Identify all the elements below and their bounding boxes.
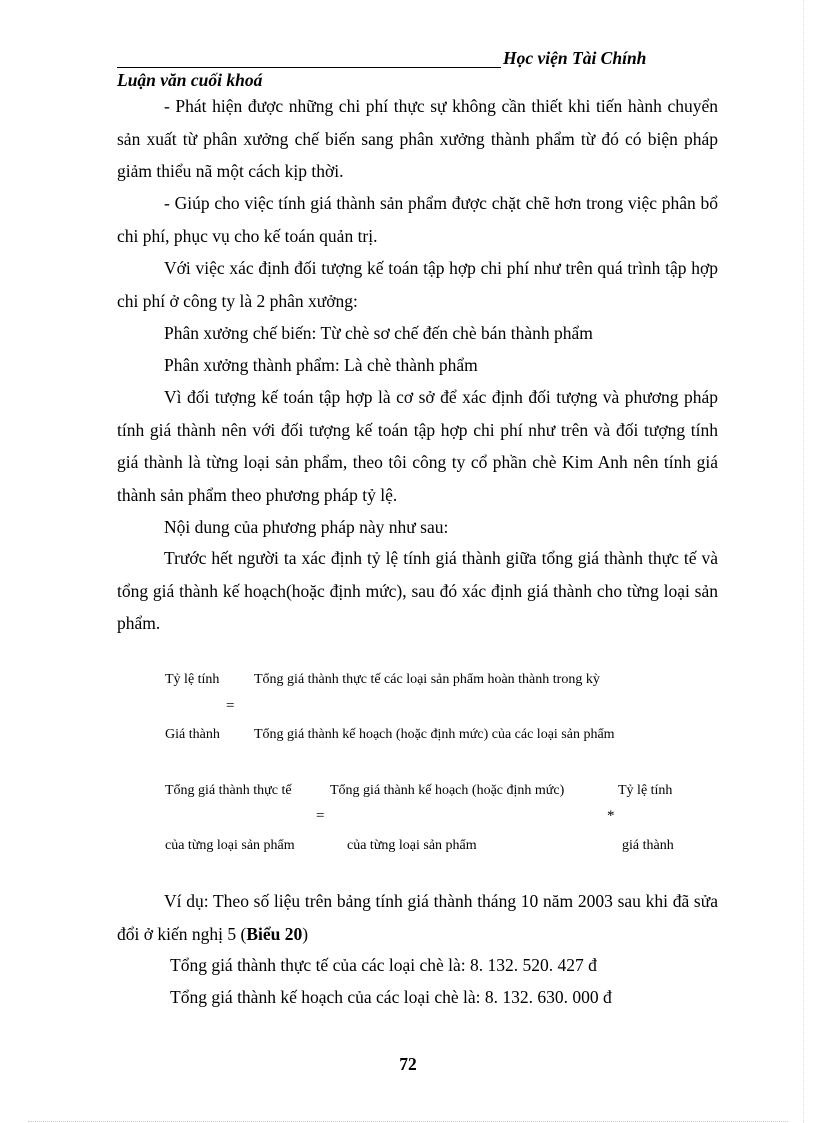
line-finished-workshop: Phân xưởng thành phẩm: Là chè thành phẩm — [164, 355, 478, 375]
formula-ratio-label-top: Tỷ lệ tính — [165, 672, 220, 687]
right-border — [803, 0, 804, 1123]
paragraph-example — [117, 885, 718, 950]
paragraph-detect-costs: - Phát hiện được những chi phí thực sự không cần thiết khi tiến hành chuyển sản xuất từ phân xưởng chế biến sang phân xưởng thành phẩm từ đó có biện pháp giảm thiểu nã một cách kịp thời. — [117, 96, 718, 181]
paragraph-ratio-explanation: Trước hết người ta xác định tỷ lệ tính giá thành giữa tổng giá thành thực tế và tổng giá thành kế hoạch(hoặc định mức), sau đó xác định giá thành cho từng loại sản phẩm. — [117, 548, 718, 633]
header-rule — [117, 67, 501, 68]
example-close: ) — [302, 923, 309, 944]
actual-total-line: Tổng giá thành thực tế của các loại chè là: 8. 132. 520. 427 đ — [170, 955, 597, 975]
formula-ratio-numerator: Tổng giá thành thực tế các loại sản phẩm hoàn thành trong kỳ — [254, 672, 600, 687]
formula-cost-equals: = — [316, 808, 325, 824]
paragraph-costing-method: Vì đối tượng kế toán tập hợp là cơ sở để xác định đối tượng và phương pháp tính giá thành nên với đối tượng kế toán tập hợp chi phí như trên và đối tượng tính giá thành là từng loại sản phẩm, theo tôi công ty cổ phần chè Kim Anh nên tính giá thành sản phẩm theo phương pháp tỷ lệ. — [117, 387, 718, 505]
formula-cost-actual-bottom: của từng loại sản phẩm — [165, 838, 295, 853]
formula-cost-planned-bottom: của từng loại sản phẩm — [347, 838, 477, 853]
formula-cost-times: * — [607, 808, 615, 824]
page-number: 72 — [399, 1054, 417, 1074]
bottom-border — [28, 1121, 788, 1122]
paragraph-cost-allocation: - Giúp cho việc tính giá thành sản phẩm được chặt chẽ hơn trong việc phân bổ chi phí, phục vụ cho kế toán quản trị. — [117, 193, 718, 246]
formula-ratio-equals: = — [226, 698, 235, 714]
line-processing-workshop: Phân xưởng chế biến: Từ chè sơ chế đến chè bán thành phẩm — [164, 323, 593, 343]
header-institution: Học viện Tài Chính — [503, 48, 647, 68]
formula-cost-ratio-bottom: giá thành — [622, 838, 674, 853]
formula-cost-ratio-top: Tỷ lệ tính — [618, 783, 673, 798]
example-reference: Biểu 20 — [246, 923, 303, 944]
header-document-type: Luận văn cuối khoá — [117, 70, 263, 90]
formula-cost-planned-top: Tổng giá thành kế hoạch (hoặc định mức) — [330, 783, 565, 798]
formula-ratio-denominator: Tổng giá thành kế hoạch (hoặc định mức) của các loại sản phẩm — [254, 727, 615, 742]
formula-ratio-label-bottom: Giá thành — [165, 727, 220, 742]
formula-cost-actual-top: Tổng giá thành thực tế — [165, 783, 292, 798]
planned-total-line: Tổng giá thành kế hoạch của các loại chè là: 8. 132. 630. 000 đ — [170, 987, 612, 1007]
paragraph-workshops-intro: Với việc xác định đối tượng kế toán tập hợp chi phí như trên quá trình tập hợp chi phí ở công ty là 2 phân xưởng: — [117, 258, 718, 311]
example-intro: Ví dụ: Theo số liệu trên bảng tính giá thành tháng 10 năm 2003 sau khi đã sửa đổi ở kiến nghị 5 ( — [117, 891, 718, 944]
line-method-content: Nội dung của phương pháp này như sau: — [164, 517, 449, 537]
